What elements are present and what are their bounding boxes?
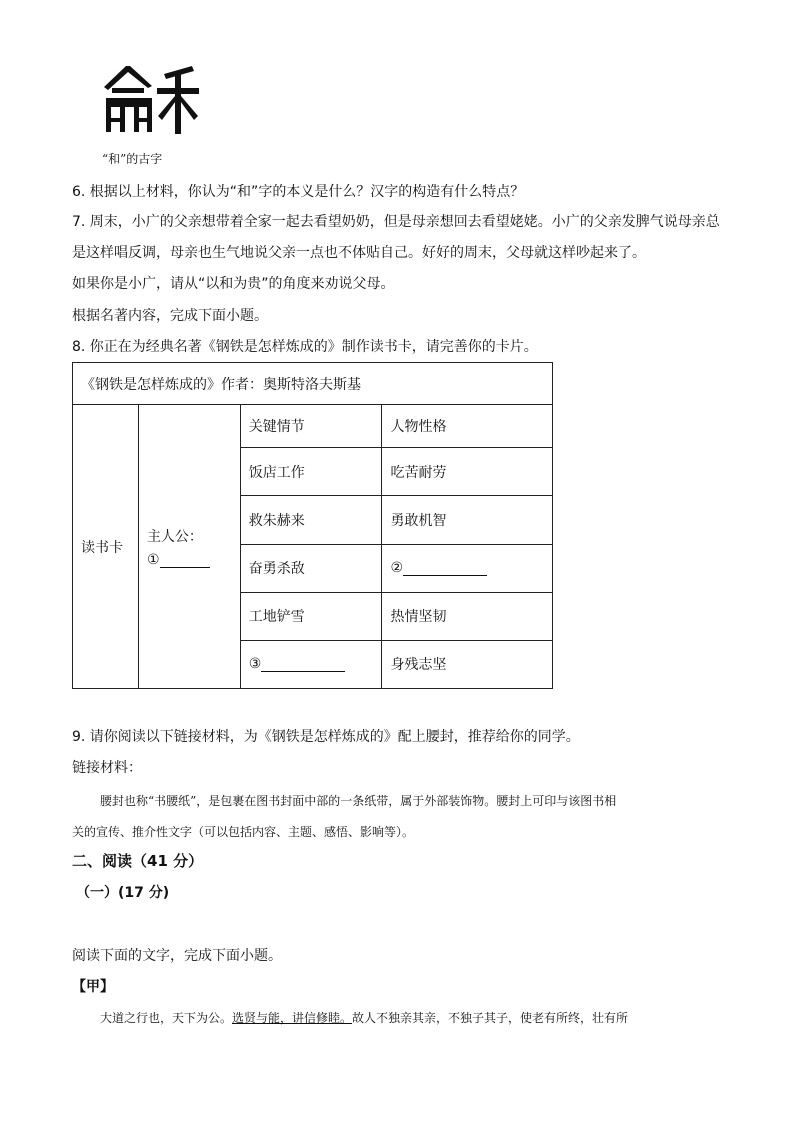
question-9: 9. 请你阅读以下链接材料，为《钢铁是怎样炼成的》配上腰封，推荐给你的同学。 <box>72 729 580 745</box>
instruction-text: 根据名著内容，完成下面小题。 <box>72 308 268 324</box>
glyph-caption: “和”的古字 <box>102 152 163 166</box>
card-side-label: 读书卡 <box>73 405 139 689</box>
question-7-line-3: 如果你是小广，请从“以和为贵”的角度来劝说父母。 <box>72 276 395 292</box>
trait-cell: 吃苦耐劳 <box>382 448 553 496</box>
plot-cell: 工地铲雪 <box>240 592 382 640</box>
reading-card-table <box>72 362 553 689</box>
plot-cell: 奋勇杀敌 <box>240 544 382 592</box>
question-6: 6. 根据以上材料，你认为“和”字的本义是什么？汉字的构造有什么特点？ <box>72 184 525 200</box>
passage-jia-text <box>100 1008 628 1028</box>
link-material-label: 链接材料： <box>72 760 142 776</box>
question-7-line-1: 7. 周末，小广的父亲想带着全家一起去看望奶奶，但是母亲想回去看望姥姥。小广的父亲发脾气说母亲总 <box>72 214 720 230</box>
trait-cell: 勇敢机智 <box>382 496 553 544</box>
passage-segment: 故人不独亲其亲，不独子其子，使老有所终，壮有所 <box>352 1011 629 1025</box>
protagonist-cell <box>138 405 240 689</box>
link-text-line-1: 腰封也称“书腰纸”，是包裹在图书封面中部的一条纸带，属于外部装饰物。腰封上可印与该图书相 <box>100 794 617 808</box>
plot-cell: 饭店工作 <box>240 448 382 496</box>
plot-cell: 救朱赫来 <box>240 496 382 544</box>
reading-instruction: 阅读下面的文字，完成下面小题。 <box>72 948 282 964</box>
link-text-line-2: 关的宣传、推介性文字（可以包括内容、主题、感悟、影响等）。 <box>72 825 415 839</box>
protagonist-label: 主人公： <box>146 528 203 545</box>
blank-2-marker: ② <box>390 560 404 577</box>
passage-jia-label: 【甲】 <box>72 979 114 995</box>
passage-segment: 大道之行也，天下为公。 <box>100 1011 233 1025</box>
col-trait-header: 人物性格 <box>382 405 553 448</box>
blank-1-marker: ① <box>146 551 160 568</box>
card-header: 《钢铁是怎样炼成的》作者：奥斯特洛夫斯基 <box>73 363 553 405</box>
trait-cell: 身残志坚 <box>382 640 553 688</box>
trait-answer-cell[interactable] <box>382 544 553 592</box>
subsection-1-heading: （一）(17 分) <box>76 885 170 901</box>
trait-cell: 热情坚韧 <box>382 592 553 640</box>
passage-underlined-segment: 选贤与能，讲信修睦。 <box>232 1011 353 1025</box>
question-8: 8. 你正在为经典名著《钢铁是怎样炼成的》制作读书卡，请完善你的卡片。 <box>72 339 538 355</box>
blank-3-marker: ③ <box>248 656 262 673</box>
plot-answer-cell[interactable] <box>240 640 382 688</box>
protagonist-answer[interactable] <box>147 552 232 568</box>
blank-2-line <box>403 561 487 576</box>
section-2-heading: 二、阅读（41 分） <box>72 852 204 870</box>
question-7-line-2: 是这样唱反调，母亲也生气地说父亲一点也不体贴自己。好好的周末，父母就这样吵起来了。 <box>72 245 646 261</box>
col-plot-header: 关键情节 <box>240 405 382 448</box>
ancient-he-glyph-image <box>100 64 202 136</box>
blank-3-line <box>261 657 345 672</box>
blank-1-line <box>160 553 210 568</box>
